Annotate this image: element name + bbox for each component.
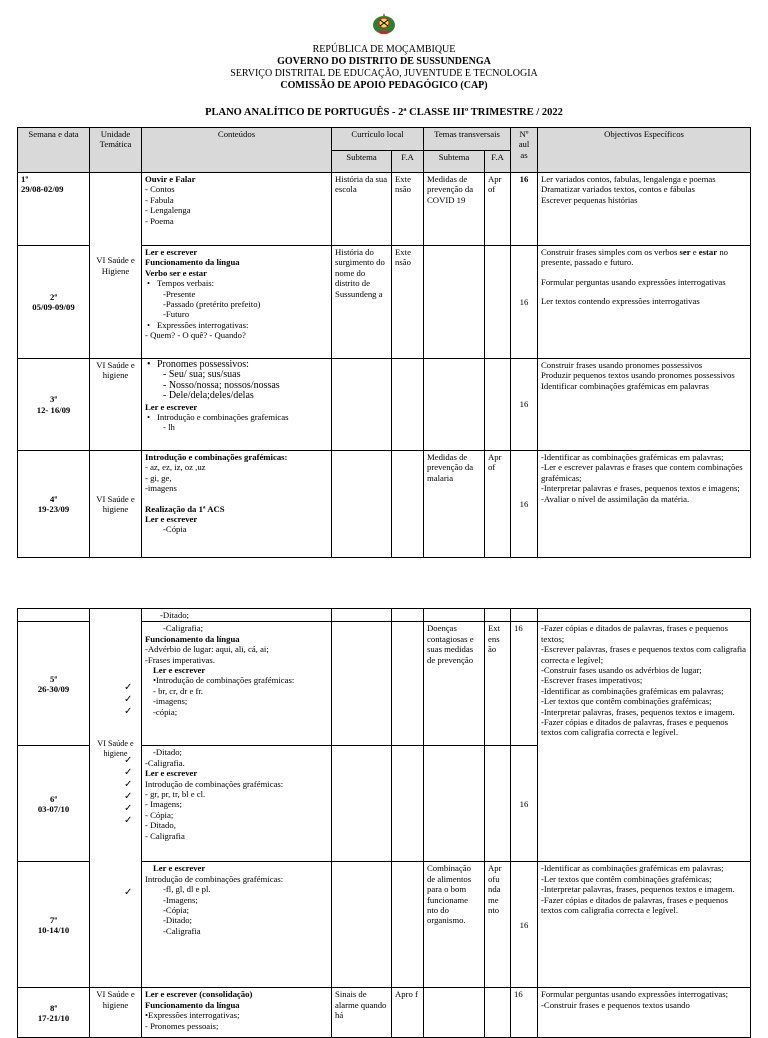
week-cell: 3ª 12- 16/09 bbox=[18, 359, 90, 451]
transversal-subtema-cell: Medidas de prevenção da COVID 19 bbox=[424, 173, 485, 246]
lessons-cell: 16 bbox=[511, 451, 538, 558]
local-fa-cell: Apro f bbox=[392, 988, 424, 1038]
checkmark-icon: ✓ bbox=[124, 779, 133, 790]
transversal-subtema-cell bbox=[424, 359, 485, 451]
header-line-4: COMISSÃO DE APOIO PEDAGÓGICO (CAP) bbox=[280, 80, 488, 91]
lessons-cell bbox=[511, 609, 538, 622]
document-header bbox=[0, 12, 768, 92]
transversal-fa-cell: Apr ofu nda me nto bbox=[485, 862, 511, 988]
local-subtema-cell bbox=[332, 746, 392, 862]
local-fa-cell bbox=[392, 451, 424, 558]
week-cell: 1ª 29/08-02/09 bbox=[18, 173, 90, 246]
table-row bbox=[18, 988, 751, 1038]
contents-cell: Ler e escrever (consolidação) Funcionamento da língua •Expressões interrogativas; - Pronomes pessoais; bbox=[142, 988, 332, 1038]
transversal-fa-cell bbox=[485, 988, 511, 1038]
transversal-subtema-cell bbox=[424, 746, 485, 862]
document-title: PLANO ANALÍTICO DE PORTUGUÊS - 2ª CLASSE IIIº TRIMESTRE / 2022 bbox=[205, 107, 563, 118]
col-header-aulas: Nº aul as bbox=[511, 128, 538, 173]
transversal-subtema-cell bbox=[424, 246, 485, 359]
transversal-fa-cell bbox=[485, 246, 511, 359]
local-subtema-cell: História da sua escola bbox=[332, 173, 392, 246]
checkmark-icon: ✓ bbox=[124, 791, 133, 802]
transversal-subtema-cell: Doenças contagiosas e suas medidas de prevenção bbox=[424, 622, 485, 746]
checkmark-icon: ✓ bbox=[124, 706, 133, 717]
contents-cell: -Caligrafia; Funcionamento da língua -Advérbio de lugar: aqui, ali, cá, ai; -Frases imperativas. Ler e escrever •Introdução de combinações grafémicas: - br, cr, dr e fr. -imagens; -cópia; bbox=[142, 622, 332, 746]
plan-table-page-1 bbox=[17, 127, 751, 558]
lessons-cell: 16 bbox=[511, 622, 538, 746]
objectives-cell: Formular perguntas usando expressões interrogativas; -Construir frases e pequenos textos usando bbox=[538, 988, 751, 1038]
col-header-semana: Semana e data bbox=[18, 128, 90, 173]
table-row bbox=[18, 359, 751, 451]
unit-cell: VI Saúde e higiene bbox=[90, 609, 142, 988]
transversal-subtema-cell: Combinação de alimentos para o bom funcioname nto do organismo. bbox=[424, 862, 485, 988]
contents-cell: Ler e escrever Introdução de combinações grafémicas: -fl, gl, dl e pl. -Imagens; -Cópia; -Ditado; -Caligrafia bbox=[142, 862, 332, 988]
transversal-fa-cell bbox=[485, 746, 511, 862]
week-cell: 4ª 19-23/09 bbox=[18, 451, 90, 558]
contents-cell: Ouvir e Falar - Contos - Fabula - Lengalenga - Poema bbox=[142, 173, 332, 246]
col-header-temas: Temas transversais bbox=[424, 128, 511, 151]
checkmark-icon: ✓ bbox=[124, 803, 133, 814]
objectives-cell bbox=[538, 609, 751, 622]
objectives-cell: -Fazer cópias e ditados de palavras, frases e pequenos textos; -Escrever palavras, frases e pequenos textos com caligrafia correcta e legível; -Construir fases usando os advérbios de lugar; -Escrever frases imperativos; -Identificar as combinações grafémicas em palavras; -Ler textos que contêm combinações grafémicas; -Interpretar palavras, frases, pequenos textos e imagem. -Fazer cópias e ditados de palavras, frases e pequenos textos com caligrafia correcta e legível. bbox=[538, 622, 751, 862]
contents-cell: • Pronomes possessivos: - Seu/ sua; sus/suas - Nosso/nossa; nossos/nossas - Dele/dela;deles/delas Ler e escrever • Introdução e combinações grafemicas - lh bbox=[142, 359, 332, 451]
contents-cell: -Ditado; -Caligrafia. Ler e escrever Introdução de combinações grafémicas: - gr, pr, tr, bl e cl. - Imagens; - Cópia; - Ditado, - Caligrafia bbox=[142, 746, 332, 862]
local-fa-cell bbox=[392, 622, 424, 746]
header-line-2: GOVERNO DO DISTRITO DE SUSSUNDENGA bbox=[277, 56, 491, 67]
col-header-curriculo: Currículo local bbox=[332, 128, 424, 151]
transversal-subtema-cell: Medidas de prevenção da malaria bbox=[424, 451, 485, 558]
local-subtema-cell bbox=[332, 451, 392, 558]
checkmark-icon: ✓ bbox=[124, 755, 133, 766]
objectives-cell: Ler variados contos, fabulas, lengalenga e poemas Dramatizar variados textos, contos e fábulas Escrever pequenas histórias bbox=[538, 173, 751, 246]
checkmark-icon: ✓ bbox=[124, 815, 133, 826]
local-fa-cell: Exte nsão bbox=[392, 173, 424, 246]
transversal-fa-cell bbox=[485, 359, 511, 451]
lessons-cell: 16 bbox=[511, 173, 538, 246]
lessons-cell: 16 bbox=[511, 246, 538, 359]
contents-cell: -Ditado; bbox=[142, 609, 332, 622]
lessons-cell: 16 bbox=[511, 862, 538, 988]
objectives-cell: Construir frases simples com os verbos ser e estar no presente, passado e futuro. Formular perguntas usando expressões interrogativas Ler textos contendo expressões interrogativas bbox=[538, 246, 751, 359]
col-header-objectivos: Objectivos Específicos bbox=[538, 128, 751, 173]
transversal-subtema-cell bbox=[424, 609, 485, 622]
unit-cell: VI Saúde e higiene bbox=[90, 451, 142, 558]
local-subtema-cell bbox=[332, 622, 392, 746]
transversal-fa-cell bbox=[485, 609, 511, 622]
col-header-unidade: Unidade Temática bbox=[90, 128, 142, 173]
header-line-1: REPÚBLICA DE MOÇAMBIQUE bbox=[312, 44, 456, 55]
col-header-cl-fa: F.A bbox=[392, 151, 424, 173]
checkmark-icon: ✓ bbox=[124, 767, 133, 778]
local-subtema-cell: Sinais de alarme quando há bbox=[332, 988, 392, 1038]
checkmark-icon: ✓ bbox=[124, 694, 133, 705]
col-header-tt-fa: F.A bbox=[485, 151, 511, 173]
unit-cell: VI Saúde e higiene bbox=[90, 988, 142, 1038]
week-cell: 2ª 05/09-09/09 bbox=[18, 246, 90, 359]
lessons-cell: 16 bbox=[511, 988, 538, 1038]
transversal-subtema-cell bbox=[424, 988, 485, 1038]
local-subtema-cell bbox=[332, 862, 392, 988]
contents-cell: Ler e escrever Funcionamento da língua Verbo ser e estar • Tempos verbais: -Presente -Passado (pretérito prefeito) -Futuro • Expressões interrogativas: - Quem? - O quê? - Quando? bbox=[142, 246, 332, 359]
week-cell: 8ª 17-21/10 bbox=[18, 988, 90, 1038]
table-row bbox=[18, 451, 751, 558]
local-fa-cell bbox=[392, 746, 424, 862]
unit-cell: VI Saúde e Higiene bbox=[90, 173, 142, 359]
transversal-fa-cell: Ext ens ão bbox=[485, 622, 511, 746]
col-header-cl-subtema: Subtema bbox=[332, 151, 392, 173]
checkmark-icon: ✓ bbox=[124, 887, 133, 898]
local-fa-cell bbox=[392, 862, 424, 988]
local-fa-cell bbox=[392, 359, 424, 451]
local-fa-cell: Exte nsão bbox=[392, 246, 424, 359]
transversal-fa-cell: Apr of bbox=[485, 451, 511, 558]
contents-cell: Introdução e combinações grafémicas: - az, ez, iz, oz ,uz - gi, ge, -imagens Realização da 1ª ACS Ler e escrever -Cópia bbox=[142, 451, 332, 558]
mozambique-emblem-icon bbox=[371, 12, 397, 36]
transversal-fa-cell: Apr of bbox=[485, 173, 511, 246]
local-subtema-cell: História do surgimento do nome do distrito de Sussundeng a bbox=[332, 246, 392, 359]
col-header-tt-subtema: Subtema bbox=[424, 151, 485, 173]
checkmark-column bbox=[124, 682, 138, 899]
objectives-cell: -Identificar as combinações grafémicas em palavras; -Ler e escrever palavras e frases que contem combinações grafémicas; -Interpretar palavras e frases, pequenos textos e imagens; -Avaliar o nível de assimilação da matéria. bbox=[538, 451, 751, 558]
lessons-cell: 16 bbox=[511, 746, 538, 862]
local-fa-cell bbox=[392, 609, 424, 622]
objectives-cell: -Identificar as combinações grafémicas em palavras; -Ler textos que contêm combinações grafémicas; -Interpretar palavras, frases, pequenos textos e imagem. -Fazer cópias e ditados de palavras, frases e pequenos textos com caligrafia correcta e legível. bbox=[538, 862, 751, 988]
week-cell: 5ª 26-30/09 bbox=[18, 622, 90, 746]
table-row bbox=[18, 173, 751, 246]
checkmark-icon: ✓ bbox=[124, 682, 133, 693]
unit-cell: VI Saúde e higiene bbox=[90, 359, 142, 451]
col-header-conteudos: Conteúdos bbox=[142, 128, 332, 173]
header-line-3: SERVIÇO DISTRITAL DE EDUCAÇÃO, JUVENTUDE E TECNOLOGIA bbox=[230, 68, 538, 79]
table-row bbox=[18, 609, 751, 622]
lessons-cell: 16 bbox=[511, 359, 538, 451]
objectives-cell: Construir frases usando pronomes possessivos Produzir pequenos textos usando pronomes possessivos Identificar combinações grafémicas em palavras bbox=[538, 359, 751, 451]
local-subtema-cell bbox=[332, 359, 392, 451]
week-cell: 6ª 03-07/10 bbox=[18, 746, 90, 862]
local-subtema-cell bbox=[332, 609, 392, 622]
week-cell: 7ª 10-14/10 bbox=[18, 862, 90, 988]
week-cell bbox=[18, 609, 90, 622]
